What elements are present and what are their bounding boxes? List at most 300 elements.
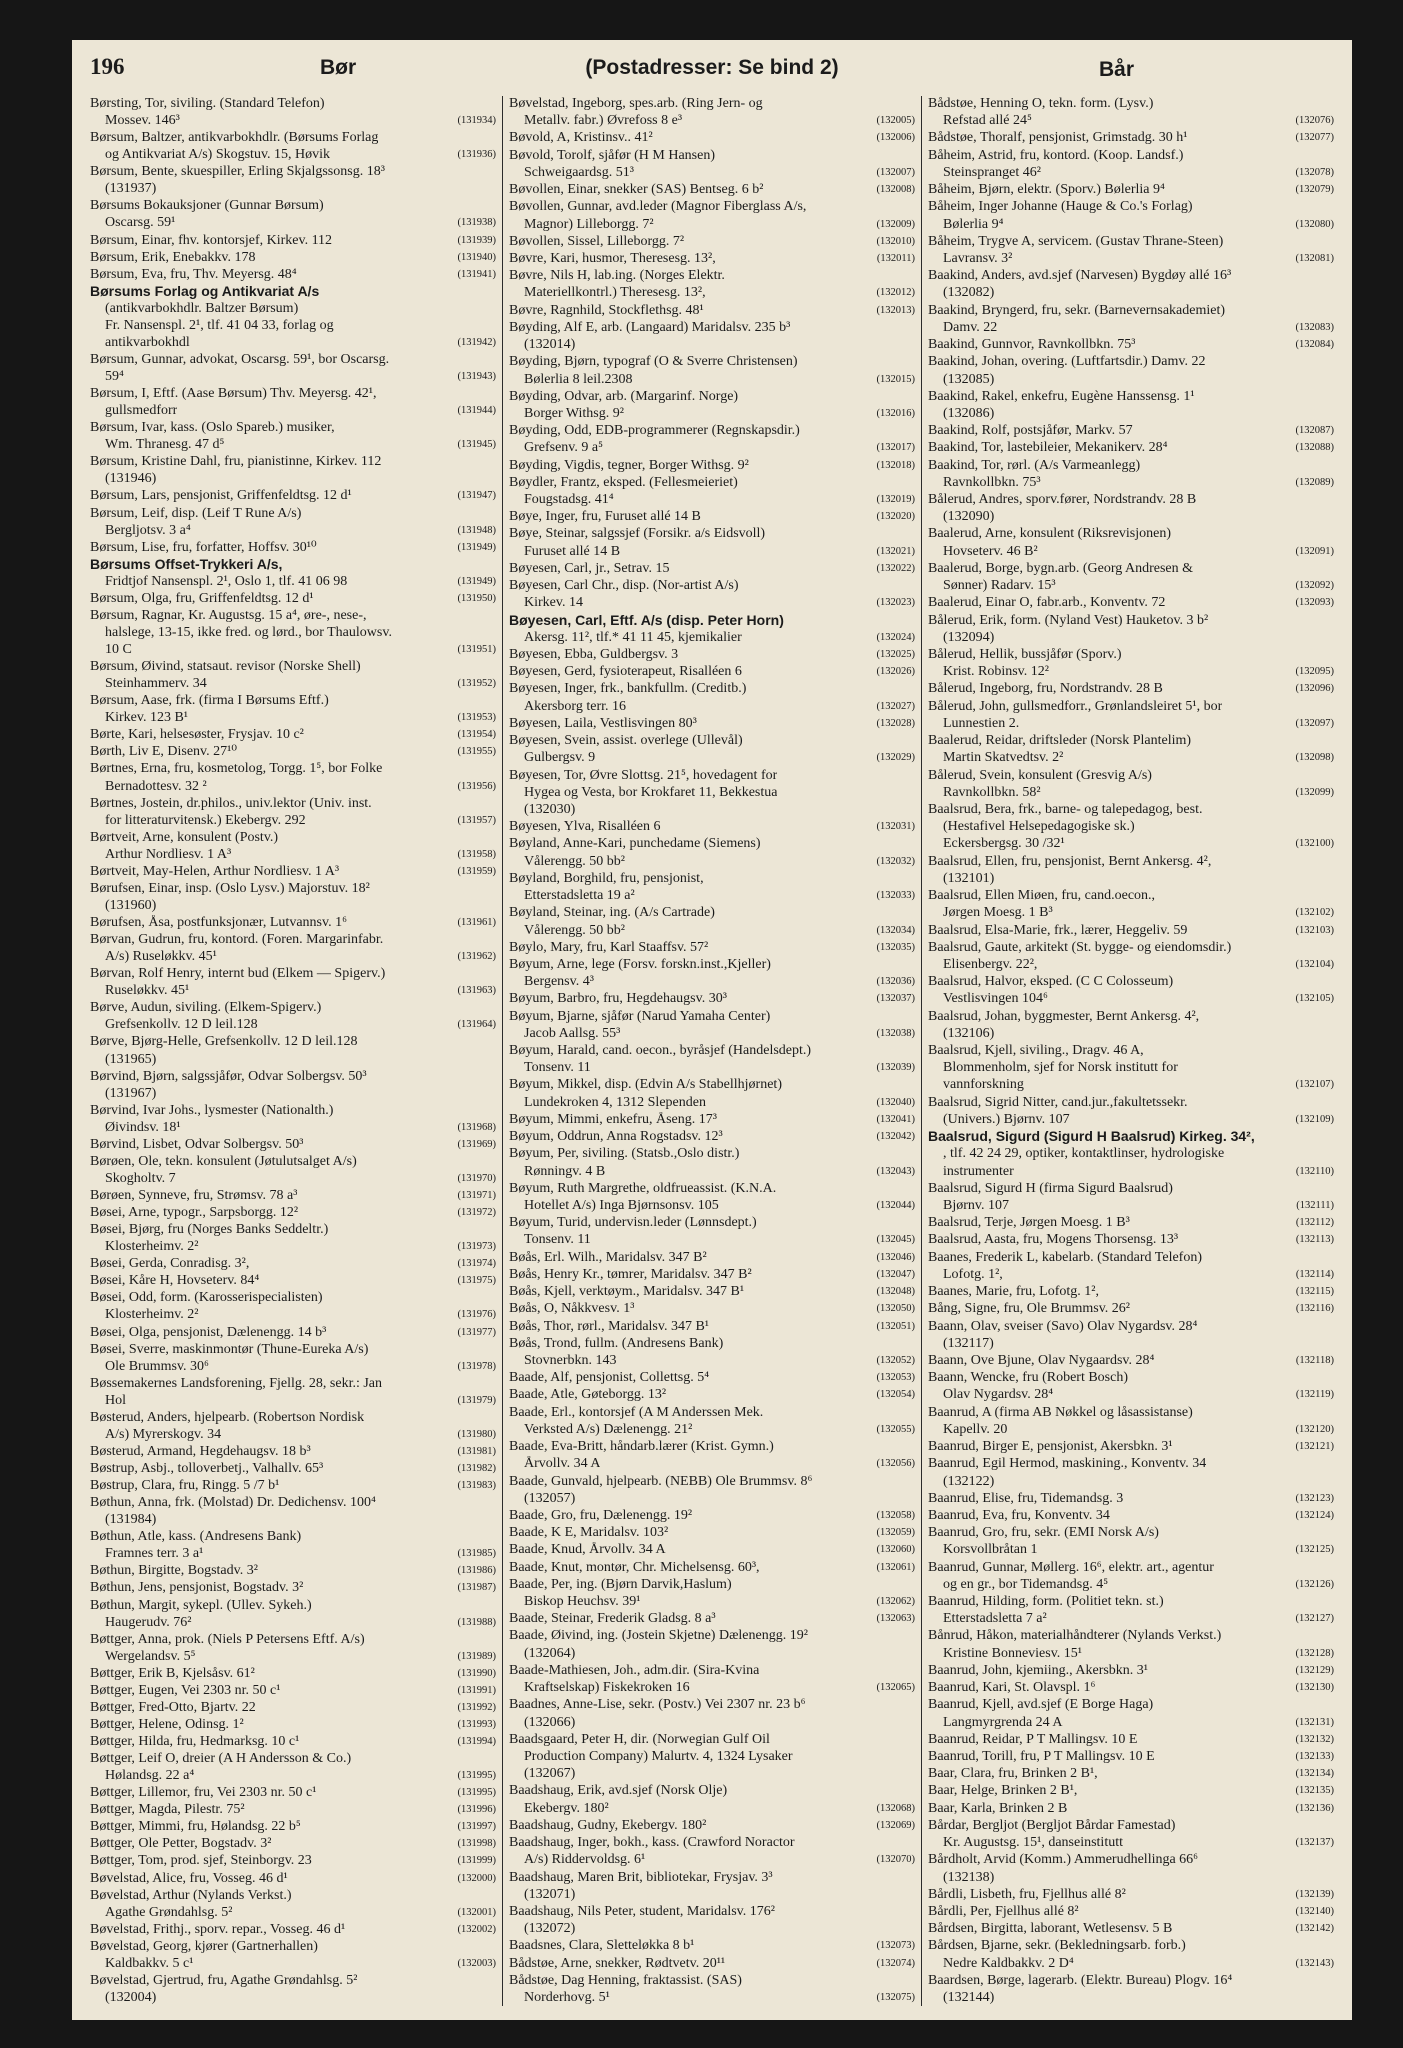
- entry-text: Hotellet A/s) Inga Bjørnsonsv. 105: [524, 1198, 719, 1213]
- entry-number: (131975): [457, 1275, 496, 1287]
- entry-text: Børvind, Lisbet, Odvar Solbergsv. 50³: [90, 1136, 304, 1152]
- entry-text: Børufsen, Åsa, postfunksjonær, Lutvannsv. 1⁶: [90, 915, 347, 930]
- directory-entry: [509, 234, 915, 249]
- directory-entry: [509, 113, 915, 128]
- entry-text: Ruseløkkv. 45¹: [105, 983, 190, 999]
- entry-text: Bøyum, Bjarne, sjåfør (Narud Yamaha Center): [509, 1008, 771, 1024]
- entry-number: (132044): [876, 1200, 915, 1211]
- entry-number: [493, 693, 496, 708]
- entry-text: Bådstøe, Thoralf, pensjonist, Grimstadg. 30 h¹: [928, 130, 1188, 146]
- entry-number: [912, 1405, 915, 1420]
- entry-text: Baar, Helge, Brinken 2 B¹,: [928, 1783, 1078, 1799]
- entry-text: Bøvollen, Einar, snekker (SAS) Bentseg. 6 b²: [509, 182, 764, 198]
- directory-entry: [928, 1095, 1334, 1110]
- entry-number: (132135): [1295, 1785, 1334, 1797]
- entry-number: (131970): [457, 1172, 496, 1184]
- entry-number: (132074): [876, 1957, 915, 1969]
- directory-entry: [509, 1973, 915, 1988]
- directory-entry: [90, 1888, 496, 1903]
- entry-number: (131971): [457, 1190, 496, 1201]
- directory-entry: [928, 1956, 1334, 1971]
- entry-number: [912, 320, 915, 335]
- entry-number: [493, 198, 496, 213]
- directory-entry: [90, 847, 496, 862]
- entry-number: [912, 337, 915, 352]
- directory-entry: [928, 1646, 1334, 1661]
- entry-number: [1331, 303, 1334, 318]
- entry-number: (132033): [876, 890, 915, 902]
- entry-number: [912, 1146, 915, 1161]
- directory-entry: [928, 389, 1334, 404]
- entry-number: [912, 1009, 915, 1024]
- entry-text: (132138): [943, 1869, 995, 1885]
- directory-entry: [928, 1164, 1334, 1179]
- directory-entry: [90, 761, 496, 776]
- entry-text: Bøyding, Vigdis, tegner, Borger Withsg. 9²: [509, 457, 749, 473]
- entry-number: (132041): [876, 1113, 915, 1125]
- directory-entry: [928, 785, 1334, 800]
- entry-number: (132002): [457, 1923, 496, 1935]
- entry-number: [493, 386, 496, 401]
- directory-entry: [90, 1342, 496, 1357]
- directory-entry: [90, 1188, 496, 1203]
- directory-entry: [509, 595, 915, 610]
- entry-text: Kr. Augustsg. 15¹, danseinstitutt: [943, 1835, 1123, 1851]
- entry-number: (131952): [457, 678, 496, 690]
- directory-entry: [928, 1783, 1334, 1798]
- entry-text: og en gr., bor Tidemandsg. 4⁵: [943, 1576, 1109, 1592]
- directory-entry: [509, 1439, 915, 1454]
- entry-number: (132045): [876, 1234, 915, 1246]
- directory-entry: [90, 779, 496, 794]
- entry-number: [493, 1034, 496, 1049]
- entry-text: Baalsrud, Elsa-Marie, frk., lærer, Heggeliv. 59: [928, 922, 1188, 938]
- entry-number: [912, 1663, 915, 1678]
- entry-number: [912, 802, 915, 817]
- directory-entry: [928, 1284, 1334, 1299]
- entry-number: [912, 681, 915, 696]
- directory-entry: [90, 318, 496, 333]
- entry-number: [1331, 768, 1334, 783]
- entry-text: Eckersbergsg. 30 /32¹: [943, 836, 1065, 852]
- entry-number: (131981): [457, 1445, 496, 1457]
- entry-number: [912, 389, 915, 404]
- directory-entry: [928, 1525, 1334, 1540]
- directory-entry: [90, 949, 496, 964]
- entry-number: [912, 785, 915, 800]
- entry-number: [912, 733, 915, 748]
- entry-number: [493, 608, 496, 623]
- directory-entry: [90, 1563, 496, 1578]
- directory-entry: [928, 148, 1334, 163]
- entry-text: Børsum, Gunnar, advokat, Oscarsg. 59¹, bor Oscarsg.: [90, 351, 390, 367]
- directory-entry: [90, 625, 496, 640]
- entry-text: (131984): [105, 1512, 157, 1528]
- entry-number: (131945): [457, 439, 496, 451]
- entry-number: (132068): [876, 1802, 915, 1814]
- entry-number: (132017): [876, 442, 915, 454]
- entry-text: Bøyding, Bjørn, typograf (O & Sverre Christensen): [509, 354, 798, 370]
- entry-number: [1331, 509, 1334, 524]
- directory-entry: [509, 1181, 915, 1196]
- directory-entry: [90, 506, 496, 521]
- entry-number: (132123): [1295, 1492, 1334, 1504]
- entry-text: Bjørnv. 107: [943, 1198, 1009, 1213]
- directory-entry: [90, 830, 496, 845]
- directory-entry: [928, 1594, 1334, 1609]
- entry-text: Ole Brummsv. 30⁶: [105, 1358, 209, 1374]
- directory-entry: [90, 1956, 496, 1971]
- directory-entry: [509, 130, 915, 145]
- entry-number: [493, 761, 496, 776]
- directory-entry: [509, 1766, 915, 1781]
- directory-entry: [90, 386, 496, 401]
- directory-entry: [928, 974, 1334, 989]
- entry-number: [1331, 561, 1334, 576]
- entry-text: Børte, Kari, helsesøster, Frysjav. 10 c²: [90, 727, 304, 743]
- directory-entry: [90, 966, 496, 981]
- entry-number: (132127): [1295, 1613, 1334, 1625]
- entry-number: [1331, 613, 1334, 628]
- entry-text: Materiellkontrl.) Theresesg. 13²,: [524, 285, 706, 301]
- entry-text: Baalsrud, Sigrid Nitter, cand.jur.,fakultetssekr.: [928, 1094, 1188, 1110]
- directory-entry: [928, 1904, 1334, 1919]
- entry-text: instrumenter: [943, 1163, 1014, 1179]
- directory-entry: [928, 1801, 1334, 1816]
- directory-entry: [509, 1198, 915, 1213]
- entry-text: Baanrud, Gro, fru, sekr. (EMI Norsk A/s): [928, 1525, 1159, 1541]
- directory-entry: [928, 1060, 1334, 1075]
- entry-number: [1331, 389, 1334, 404]
- entry-number: (131939): [457, 234, 496, 246]
- directory-entry: [928, 492, 1334, 507]
- directory-entry: [928, 1835, 1334, 1850]
- directory-entry: [509, 785, 915, 800]
- entry-text: Bøås, Erl. Wilh., Maridalsv. 347 B²: [509, 1249, 707, 1265]
- directory-entry: [509, 1732, 915, 1747]
- entry-number: [1331, 888, 1334, 903]
- entry-text: Schweigaardsg. 51³: [524, 164, 634, 180]
- directory-entry: [90, 352, 496, 367]
- entry-number: (131949): [457, 541, 496, 553]
- directory-entry: [90, 1666, 496, 1681]
- entry-text: Baalerud, Borge, bygn.arb. (Georg Andresen &: [928, 560, 1194, 576]
- entry-number: (132093): [1295, 597, 1334, 609]
- entry-text: Baade, K E, Maridalsv. 103²: [509, 1525, 669, 1541]
- entry-text: Bång, Signe, fru, Ole Brummsv. 26²: [928, 1301, 1130, 1317]
- entry-number: [493, 932, 496, 947]
- column-1: [84, 96, 502, 2006]
- column-3: [921, 96, 1340, 2006]
- directory-entry: [928, 509, 1334, 524]
- directory-entry: [90, 1939, 496, 1954]
- entry-text: Baadshaug, Inger, bokh., kass. (Crawford Noractor: [509, 1835, 795, 1851]
- directory-entry: [509, 1267, 915, 1282]
- directory-entry: [928, 285, 1334, 300]
- entry-text: Bøstrup, Clara, fru, Ringg. 5 /7 b¹: [90, 1478, 280, 1494]
- directory-entry: [509, 1663, 915, 1678]
- entry-text: (131960): [105, 897, 157, 913]
- entry-text: Bøyesen, Ebba, Guldbergsv. 3: [509, 647, 679, 662]
- entry-text: Bøvelstad, Georg, kjører (Gartnerhallen): [90, 1938, 318, 1954]
- entry-number: [493, 1069, 496, 1084]
- directory-entry: [90, 1444, 496, 1459]
- directory-entry: [928, 1852, 1334, 1867]
- entry-text: Jacob Aallsg. 55³: [524, 1025, 621, 1041]
- entry-text: (Univers.) Bjørnv. 107: [943, 1111, 1070, 1127]
- entry-text: Akersg. 11², tlf.* 41 11 45, kjemikalier: [524, 629, 742, 645]
- entry-number: [1331, 1060, 1334, 1075]
- directory-entry: [90, 1239, 496, 1254]
- entry-text: Bøyesen, Carl Chr., disp. (Nor-artist A/s): [509, 578, 739, 594]
- entry-number: [912, 354, 915, 369]
- entry-text: Baadshaug, Maren Brit, bibliotekar, Frysjav. 3³: [509, 1869, 773, 1885]
- entry-number: (132129): [1295, 1664, 1334, 1676]
- directory-entry: [509, 1560, 915, 1575]
- directory-entry: [90, 1905, 496, 1920]
- directory-entry: [90, 1768, 496, 1783]
- entry-text: Lunnestien 2.: [943, 715, 1020, 731]
- directory-entry: [509, 1060, 915, 1075]
- header-left-word: Bør: [320, 56, 357, 79]
- entry-text: Olav Nygardsv. 28⁴: [943, 1387, 1054, 1403]
- entry-text: Baade, Alf, pensjonist, Collettsg. 5⁴: [509, 1370, 710, 1386]
- entry-number: (132037): [876, 993, 915, 1005]
- entry-text: Agathe Grøndahlsg. 5²: [105, 1904, 233, 1920]
- entry-number: [493, 830, 496, 845]
- directory-entry: [928, 1439, 1334, 1454]
- entry-text: Bøvelstad, Alice, fru, Vosseg. 46 d¹: [90, 1870, 288, 1886]
- entry-text: Korsvollbråtan 1: [943, 1542, 1038, 1558]
- entry-number: (132047): [876, 1268, 915, 1280]
- directory-entry: [509, 561, 915, 576]
- entry-number: [1331, 733, 1334, 748]
- entry-number: (132142): [1295, 1923, 1334, 1935]
- entry-text: Baalsrud, Halvor, eksped. (C C Colosseum): [928, 974, 1174, 990]
- entry-number: [493, 420, 496, 435]
- entry-text: Baanes, Marie, fru, Lofotg. 1²,: [928, 1284, 1099, 1300]
- entry-number: (132118): [1295, 1354, 1334, 1366]
- directory-entry: [928, 1938, 1334, 1953]
- entry-number: [1331, 1525, 1334, 1540]
- entry-text: Bårdli, Lisbeth, fru, Fjellhus allé 8²: [928, 1886, 1126, 1902]
- columns: [84, 96, 1340, 2006]
- entry-text: Bøstrup, Asbj., tolloverbetj., Valhallv. 65³: [90, 1461, 324, 1476]
- entry-text: Bøttger, Tom, prod. sjef, Steinborgv. 23: [90, 1853, 312, 1869]
- entry-number: (132115): [1295, 1286, 1334, 1298]
- entry-text: Kapellv. 20: [943, 1421, 1008, 1437]
- entry-text: Baakind, Anders, avd.sjef (Narvesen) Bygdøy allé 16³: [928, 268, 1232, 284]
- entry-text: Bøttger, Lillemor, fru, Vei 2303 nr. 50 c¹: [90, 1785, 317, 1801]
- entry-number: (132008): [876, 184, 915, 196]
- directory-entry: [90, 471, 496, 486]
- entry-number: [912, 1181, 915, 1196]
- directory-entry: [928, 1560, 1334, 1575]
- entry-number: (132000): [457, 1872, 496, 1884]
- directory-entry: [928, 1990, 1334, 2005]
- directory-entry: [928, 1353, 1334, 1368]
- entry-text: (132106): [943, 1025, 995, 1041]
- entry-number: [493, 1973, 496, 1988]
- entry-text: Baakind, Rakel, enkefru, Eugène Hanssensg. 1¹: [928, 388, 1195, 404]
- entry-number: [912, 1215, 915, 1230]
- directory-entry: [509, 1387, 915, 1402]
- directory-entry: [509, 165, 915, 180]
- entry-number: (131983): [457, 1480, 496, 1492]
- entry-text: Bålerud, Erik, form. (Nyland Vest) Hauketov. 3 b²: [928, 612, 1209, 628]
- entry-text: Børufsen, Einar, insp. (Oslo Lysv.) Majorstuv. 18²: [90, 880, 370, 896]
- entry-number: (131977): [457, 1326, 496, 1338]
- directory-entry: [928, 630, 1334, 645]
- directory-entry: [509, 1456, 915, 1471]
- entry-text: Nedre Kaldbakkv. 2 D⁴: [943, 1955, 1074, 1971]
- directory-entry: [509, 1491, 915, 1506]
- entry-number: (131992): [457, 1701, 496, 1713]
- directory-entry: [90, 250, 496, 265]
- entry-text: halslege, 13-15, ikke fred. og lørd., bor Thaulowsv.: [105, 624, 392, 640]
- entry-number: [912, 475, 915, 490]
- entry-text: Bøyum, Harald, cand. oecon., byråsjef (Handelsdept.): [509, 1043, 812, 1059]
- entry-text: Biskop Heuchsv. 39¹: [524, 1594, 641, 1610]
- entry-number: (132116): [1295, 1303, 1334, 1315]
- entry-text: Bålerud, Ingeborg, fru, Nordstrandv. 28 B: [928, 681, 1163, 697]
- directory-entry: [928, 561, 1334, 576]
- directory-entry: [928, 1766, 1334, 1781]
- directory-entry: [90, 335, 496, 350]
- entry-text: Bølerlia 8 leil.2308: [524, 371, 633, 387]
- entry-text: Baanrud, Eva, fru, Konventv. 34: [928, 1507, 1110, 1523]
- entry-number: [493, 1990, 496, 2005]
- entry-text: Bøyum, Arne, lege (Forsv. forskn.inst.,Kjeller): [509, 956, 771, 972]
- directory-entry: [90, 1649, 496, 1664]
- directory-entry: [928, 716, 1334, 731]
- entry-text: Bøsei, Sverre, maskinmontør (Thune-Eureka A/s): [90, 1341, 369, 1357]
- entry-text: Baanes, Frederik L, kabelarb. (Standard Telefon): [928, 1249, 1202, 1265]
- directory-entry: [928, 1697, 1334, 1712]
- directory-entry: [509, 664, 915, 679]
- entry-text: Bøyesen, Inger, frk., bankfullm. (Creditb.): [509, 681, 747, 697]
- directory-entry: [90, 284, 496, 299]
- directory-entry: [90, 96, 496, 111]
- entry-text: (Hestafivel Helsepedagogiske sk.): [943, 819, 1135, 835]
- entry-number: (131999): [457, 1855, 496, 1867]
- entry-number: (131991): [457, 1684, 496, 1696]
- entry-number: [912, 1904, 915, 1919]
- entry-text: Båheim, Astrid, fru, kontord. (Koop. Landsf.): [928, 147, 1184, 163]
- entry-text: 59⁴: [105, 369, 124, 384]
- entry-text: Bøttger, Fred-Otto, Bjartv. 22: [90, 1699, 256, 1715]
- entry-number: (131969): [457, 1138, 496, 1150]
- entry-number: [1331, 96, 1334, 111]
- entry-text: Årvollv. 34 A: [524, 1456, 601, 1472]
- entry-number: (132005): [876, 115, 915, 127]
- entry-number: [912, 1870, 915, 1885]
- entry-text: (132144): [943, 1990, 995, 2006]
- directory-entry: [509, 1835, 915, 1850]
- entry-number: [912, 1628, 915, 1643]
- entry-text: Baade, Øivind, ing. (Jostein Skjetne) Dælenengg. 19²: [509, 1628, 808, 1644]
- directory-entry: [928, 1232, 1334, 1247]
- entry-number: [912, 96, 915, 111]
- directory-entry: [509, 1990, 915, 2005]
- entry-number: (132007): [876, 166, 915, 178]
- directory-entry: [90, 1052, 496, 1067]
- entry-number: [912, 1043, 915, 1058]
- entry-text: (131946): [105, 471, 157, 487]
- entry-text: Bøthun, Margit, sykepl. (Ullev. Sykeh.): [90, 1597, 312, 1613]
- entry-text: Etterstadsletta 19 a²: [524, 888, 635, 904]
- entry-text: A/s) Riddervoldsg. 6¹: [524, 1852, 646, 1868]
- directory-entry: [90, 198, 496, 213]
- entry-number: [493, 454, 496, 469]
- entry-number: (132099): [1295, 786, 1334, 798]
- directory-entry: [90, 1819, 496, 1834]
- entry-number: (131990): [457, 1667, 496, 1679]
- directory-entry: [509, 1284, 915, 1299]
- entry-number: (131944): [457, 405, 496, 417]
- entry-number: (132025): [876, 649, 915, 660]
- entry-text: Bøyum, Mikkel, disp. (Edvin A/s Stabellhjørnet): [509, 1077, 782, 1093]
- directory-entry: [509, 1938, 915, 1953]
- entry-number: (132076): [1295, 115, 1334, 127]
- entry-text: Børsum, Olga, fru, Griffenfeldtsg. 12 d¹: [90, 590, 314, 606]
- entry-number: (132015): [876, 373, 915, 385]
- directory-entry: [509, 1422, 915, 1437]
- directory-entry: [928, 802, 1334, 817]
- entry-number: (131964): [457, 1019, 496, 1031]
- entry-number: [493, 796, 496, 811]
- entry-number: (132128): [1295, 1647, 1334, 1659]
- entry-text: Jørgen Moesg. 1 B³: [943, 905, 1053, 921]
- entry-text: (132094): [943, 629, 995, 645]
- directory-entry: [90, 215, 496, 230]
- entry-text: Baalsrud, Kjell, siviling., Dragv. 46 A,: [928, 1043, 1144, 1059]
- entry-number: (132073): [876, 1940, 915, 1952]
- directory-entry: [509, 1542, 915, 1557]
- entry-number: (132036): [876, 976, 915, 988]
- directory-entry: [928, 1474, 1334, 1489]
- entry-number: [1331, 854, 1334, 869]
- entry-text: Baalsrud, Ellen, fru, pensjonist, Bernt Ankersg. 4²,: [928, 853, 1212, 869]
- directory-entry: [928, 251, 1334, 266]
- entry-number: (131995): [457, 1770, 496, 1782]
- directory-entry: [90, 1325, 496, 1340]
- entry-text: Baade, Atle, Gøteborgg. 13²: [509, 1387, 667, 1403]
- entry-number: [912, 1973, 915, 1988]
- directory-entry: [509, 96, 915, 111]
- entry-text: Børøen, Ole, tekn. konsulent (Jøtulutsalget A/s): [90, 1153, 357, 1169]
- entry-text: Bøvre, Kari, husmor, Theresesg. 13²,: [509, 250, 716, 266]
- entry-number: [912, 905, 915, 920]
- entry-number: [1331, 234, 1334, 249]
- entry-text: (132086): [943, 405, 995, 421]
- entry-number: (131957): [457, 814, 496, 826]
- entry-text: Bøttger, Eugen, Vei 2303 nr. 50 c¹: [90, 1682, 281, 1698]
- entry-text: Båheim, Trygve A, servicem. (Gustav Thrane-Steen): [928, 233, 1224, 249]
- directory-entry: [509, 681, 915, 696]
- entry-number: [493, 1598, 496, 1613]
- entry-text: Bergensv. 4³: [524, 974, 594, 990]
- directory-entry: [928, 199, 1334, 214]
- entry-number: [912, 1732, 915, 1747]
- entry-text: for litteraturvitensk.) Ekebergv. 292: [105, 812, 306, 828]
- entry-text: Bøsei, Gerda, Conradisg. 3²,: [90, 1256, 250, 1272]
- directory-entry: [90, 147, 496, 162]
- entry-number: [1331, 1405, 1334, 1420]
- directory-entry: [928, 96, 1334, 111]
- entry-number: (132143): [1295, 1957, 1334, 1969]
- entry-number: [493, 966, 496, 981]
